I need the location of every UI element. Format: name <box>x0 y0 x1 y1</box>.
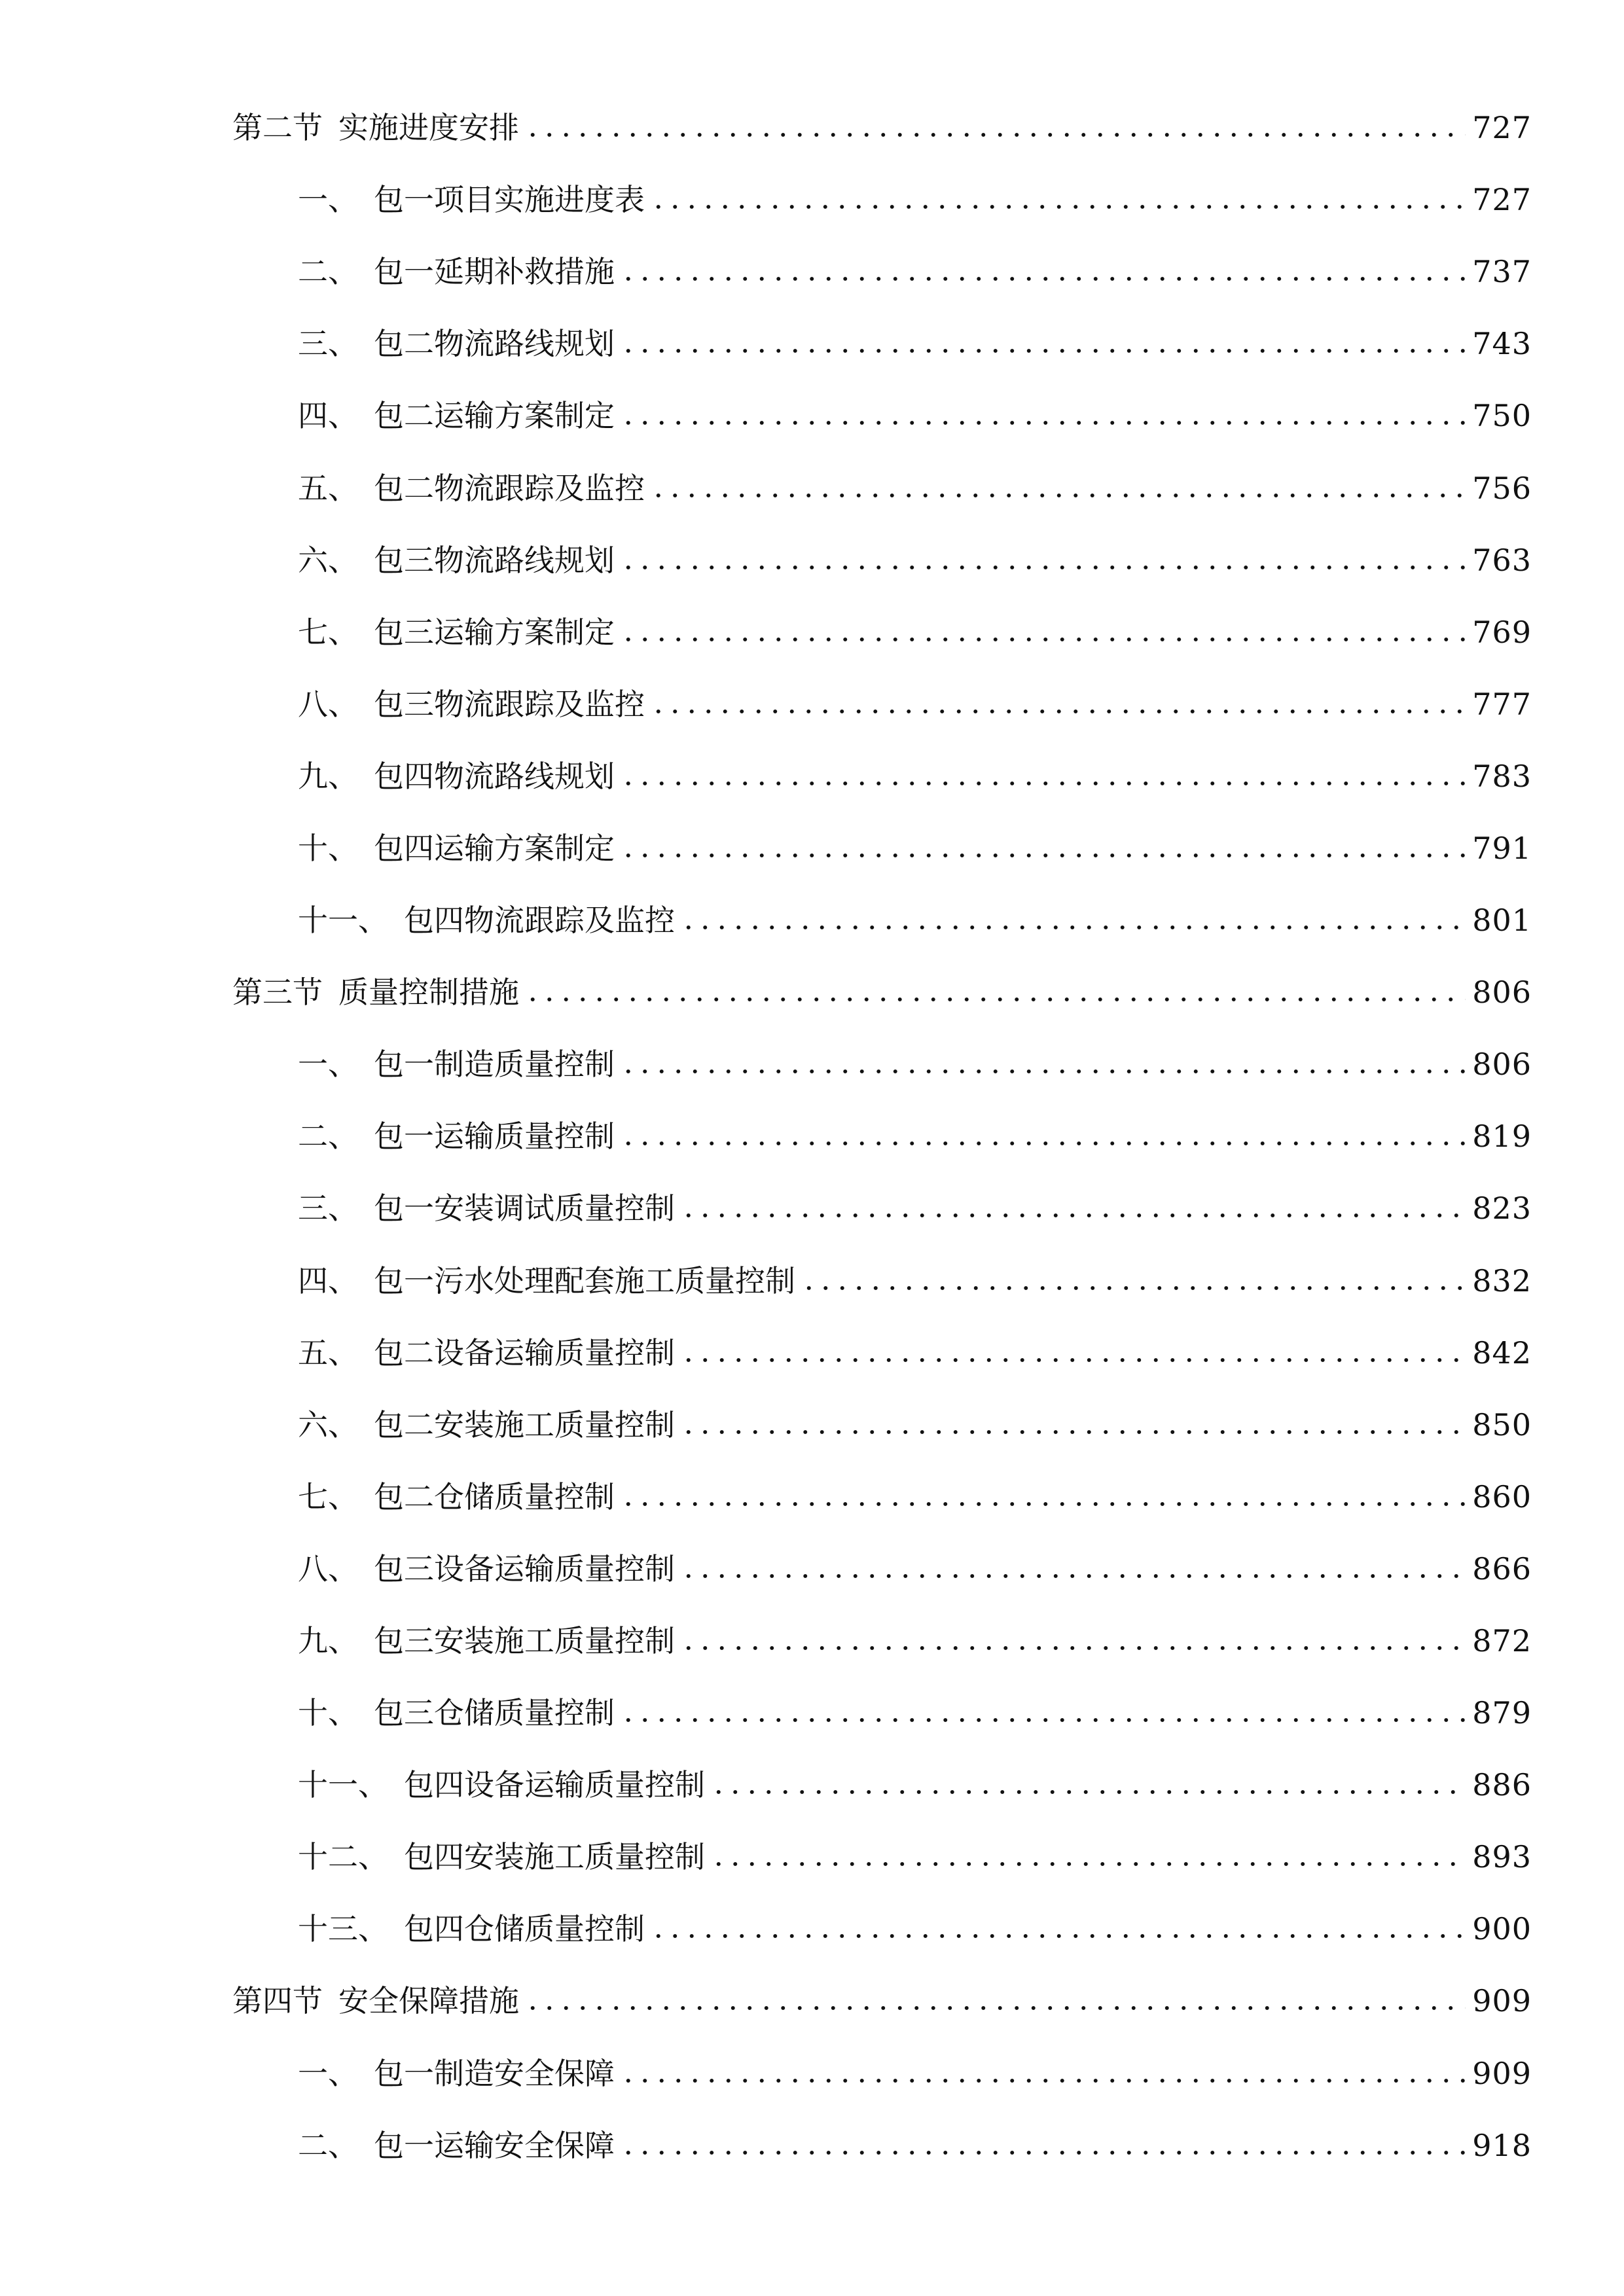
toc-page-number: 819 <box>1472 1119 1532 1155</box>
toc-entry-number: 十、 <box>298 830 358 866</box>
toc-entry-number: 九、 <box>298 1623 358 1659</box>
toc-dot-leader <box>620 401 1466 431</box>
toc-page-number: 806 <box>1472 975 1532 1011</box>
toc-entry-title: 包四安装施工质量控制 <box>404 1839 705 1875</box>
toc-page-number: 886 <box>1472 1767 1532 1803</box>
toc-dot-leader <box>620 257 1466 287</box>
toc-entry-number: 十二、 <box>298 1839 388 1875</box>
toc-entry-title: 包二物流跟踪及监控 <box>374 470 645 506</box>
toc-page-number: 756 <box>1472 470 1532 506</box>
toc-entry-title: 安全保障措施 <box>338 1983 519 2019</box>
toc-page-number: 879 <box>1472 1695 1532 1731</box>
toc-entry-title: 包三仓储质量控制 <box>374 1695 615 1731</box>
toc-subsection-entry[interactable] <box>232 1677 1532 1749</box>
toc-page-number: 900 <box>1472 1911 1532 1947</box>
toc-entry-title: 包四物流路线规划 <box>374 758 615 794</box>
toc-subsection-entry[interactable] <box>232 236 1532 308</box>
toc-entry-title: 包二安装施工质量控制 <box>374 1407 675 1443</box>
toc-subsection-entry[interactable] <box>232 668 1532 740</box>
toc-entry-number: 八、 <box>298 1551 358 1587</box>
toc-entry-title: 包三设备运输质量控制 <box>374 1551 675 1587</box>
toc-entry-number: 十、 <box>298 1695 358 1731</box>
toc-entry-title: 包三物流路线规划 <box>374 542 615 578</box>
toc-entry-number: 第四节 <box>232 1983 323 2019</box>
toc-entry-title: 包一延期补救措施 <box>374 254 615 290</box>
toc-entry-title: 质量控制措施 <box>338 975 519 1011</box>
toc-dot-leader <box>710 1842 1466 1872</box>
toc-entry-number: 六、 <box>298 542 358 578</box>
toc-page-number: 850 <box>1472 1407 1532 1443</box>
toc-page-number: 823 <box>1472 1191 1532 1227</box>
toc-entry-title: 包四设备运输质量控制 <box>404 1767 705 1803</box>
toc-subsection-entry[interactable] <box>232 380 1532 452</box>
toc-dot-leader <box>680 1338 1466 1368</box>
toc-entry-title: 包一安装调试质量控制 <box>374 1191 675 1227</box>
toc-subsection-entry[interactable] <box>232 1389 1532 1461</box>
toc-entry-number: 二、 <box>298 254 358 290</box>
toc-dot-leader <box>620 1698 1466 1728</box>
toc-page-number: 763 <box>1472 542 1532 578</box>
toc-entry-title: 包四运输方案制定 <box>374 830 615 866</box>
toc-page-number: 806 <box>1472 1047 1532 1083</box>
toc-dot-leader <box>620 329 1466 359</box>
toc-dot-leader <box>680 1554 1466 1584</box>
toc-dot-leader <box>680 1193 1466 1223</box>
toc-entry-number: 五、 <box>298 470 358 506</box>
toc-entry-number: 九、 <box>298 758 358 794</box>
toc-page-number: 832 <box>1472 1263 1532 1299</box>
toc-page-number: 727 <box>1472 182 1532 218</box>
toc-entry-number: 一、 <box>298 2055 358 2091</box>
toc-subsection-entry[interactable] <box>232 1749 1532 1821</box>
toc-section-entry[interactable] <box>232 956 1532 1028</box>
toc-page-number: 860 <box>1472 1479 1532 1515</box>
toc-page-number: 842 <box>1472 1335 1532 1371</box>
toc-entry-number: 一、 <box>298 182 358 218</box>
toc-entry-number: 四、 <box>298 398 358 434</box>
toc-subsection-entry[interactable] <box>232 1893 1532 1965</box>
toc-entry-title: 包二设备运输质量控制 <box>374 1335 675 1371</box>
toc-page-number: 791 <box>1472 830 1532 866</box>
toc-subsection-entry[interactable] <box>232 1821 1532 1893</box>
toc-page-number: 750 <box>1472 398 1532 434</box>
table-of-contents <box>232 92 1532 2181</box>
toc-entry-number: 六、 <box>298 1407 358 1443</box>
toc-page-number: 918 <box>1472 2127 1532 2163</box>
toc-entry-title: 包二运输方案制定 <box>374 398 615 434</box>
toc-subsection-entry[interactable] <box>232 740 1532 812</box>
toc-entry-number: 四、 <box>298 1263 358 1299</box>
toc-entry-number: 八、 <box>298 686 358 722</box>
toc-subsection-entry[interactable] <box>232 2037 1532 2109</box>
toc-dot-leader <box>680 1410 1466 1440</box>
toc-entry-title: 包四物流跟踪及监控 <box>404 903 675 939</box>
toc-entry-number: 五、 <box>298 1335 358 1371</box>
toc-subsection-entry[interactable] <box>232 1245 1532 1317</box>
toc-dot-leader <box>650 185 1466 215</box>
toc-subsection-entry[interactable] <box>232 1533 1532 1605</box>
toc-subsection-entry[interactable] <box>232 884 1532 956</box>
toc-entry-title: 包二物流路线规划 <box>374 326 615 362</box>
toc-subsection-entry[interactable] <box>232 1461 1532 1533</box>
toc-entry-number: 第三节 <box>232 975 323 1011</box>
toc-entry-title: 包一污水处理配套施工质量控制 <box>374 1263 795 1299</box>
toc-dot-leader <box>650 1914 1466 1944</box>
toc-dot-leader <box>524 977 1466 1007</box>
toc-entry-title: 包一项目实施进度表 <box>374 182 645 218</box>
toc-entry-number: 十三、 <box>298 1911 388 1947</box>
toc-dot-leader <box>801 1266 1466 1296</box>
toc-page-number: 769 <box>1472 614 1532 650</box>
toc-section-entry[interactable] <box>232 92 1532 164</box>
toc-page-number: 893 <box>1472 1839 1532 1875</box>
toc-subsection-entry[interactable] <box>232 164 1532 236</box>
toc-page-number: 783 <box>1472 758 1532 794</box>
toc-dot-leader <box>680 1626 1466 1656</box>
toc-page-number: 727 <box>1472 110 1532 146</box>
toc-entry-number: 一、 <box>298 1047 358 1083</box>
toc-subsection-entry[interactable] <box>232 308 1532 380</box>
toc-subsection-entry[interactable] <box>232 452 1532 524</box>
toc-entry-title: 包一运输安全保障 <box>374 2127 615 2163</box>
toc-entry-number: 十一、 <box>298 903 388 939</box>
toc-entry-number: 十一、 <box>298 1767 388 1803</box>
toc-page-number: 743 <box>1472 326 1532 362</box>
toc-subsection-entry[interactable] <box>232 596 1532 668</box>
toc-entry-title: 包四仓储质量控制 <box>404 1911 645 1947</box>
toc-entry-title: 实施进度安排 <box>338 110 519 146</box>
toc-subsection-entry[interactable] <box>232 524 1532 596</box>
toc-subsection-entry[interactable] <box>232 812 1532 884</box>
toc-entry-number: 七、 <box>298 614 358 650</box>
toc-page-number: 909 <box>1472 1983 1532 2019</box>
toc-entry-number: 七、 <box>298 1479 358 1515</box>
toc-dot-leader <box>620 617 1466 647</box>
toc-dot-leader <box>620 1482 1466 1512</box>
toc-subsection-entry[interactable] <box>232 1172 1532 1244</box>
toc-entry-title: 包一制造安全保障 <box>374 2055 615 2091</box>
toc-dot-leader <box>620 1121 1466 1151</box>
toc-dot-leader <box>620 2130 1466 2161</box>
toc-dot-leader <box>620 833 1466 863</box>
toc-dot-leader <box>620 2058 1466 2089</box>
toc-entry-number: 第二节 <box>232 110 323 146</box>
toc-page-number: 872 <box>1472 1623 1532 1659</box>
toc-page-number: 909 <box>1472 2055 1532 2091</box>
toc-entry-number: 三、 <box>298 1191 358 1227</box>
toc-entry-title: 包三运输方案制定 <box>374 614 615 650</box>
toc-dot-leader <box>620 761 1466 791</box>
toc-page-number: 737 <box>1472 254 1532 290</box>
toc-dot-leader <box>524 113 1466 143</box>
toc-dot-leader <box>620 1049 1466 1079</box>
toc-entry-number: 二、 <box>298 1119 358 1155</box>
toc-entry-title: 包三物流跟踪及监控 <box>374 686 645 722</box>
toc-page-number: 801 <box>1472 903 1532 939</box>
toc-entry-number: 二、 <box>298 2127 358 2163</box>
toc-subsection-entry[interactable] <box>232 1605 1532 1677</box>
toc-subsection-entry[interactable] <box>232 1317 1532 1389</box>
toc-entry-number: 三、 <box>298 326 358 362</box>
toc-dot-leader <box>710 1770 1466 1800</box>
toc-subsection-entry[interactable] <box>232 2109 1532 2181</box>
toc-page-number: 866 <box>1472 1551 1532 1587</box>
toc-dot-leader <box>650 689 1466 719</box>
toc-subsection-entry[interactable] <box>232 1028 1532 1100</box>
toc-section-entry[interactable] <box>232 1965 1532 2037</box>
toc-entry-title: 包二仓储质量控制 <box>374 1479 615 1515</box>
toc-dot-leader <box>620 545 1466 575</box>
toc-page-number: 777 <box>1472 686 1532 722</box>
toc-dot-leader <box>680 905 1466 935</box>
toc-entry-title: 包三安装施工质量控制 <box>374 1623 675 1659</box>
toc-subsection-entry[interactable] <box>232 1100 1532 1172</box>
toc-entry-title: 包一运输质量控制 <box>374 1119 615 1155</box>
toc-entry-title: 包一制造质量控制 <box>374 1047 615 1083</box>
toc-dot-leader <box>650 473 1466 503</box>
toc-dot-leader <box>524 1986 1466 2016</box>
